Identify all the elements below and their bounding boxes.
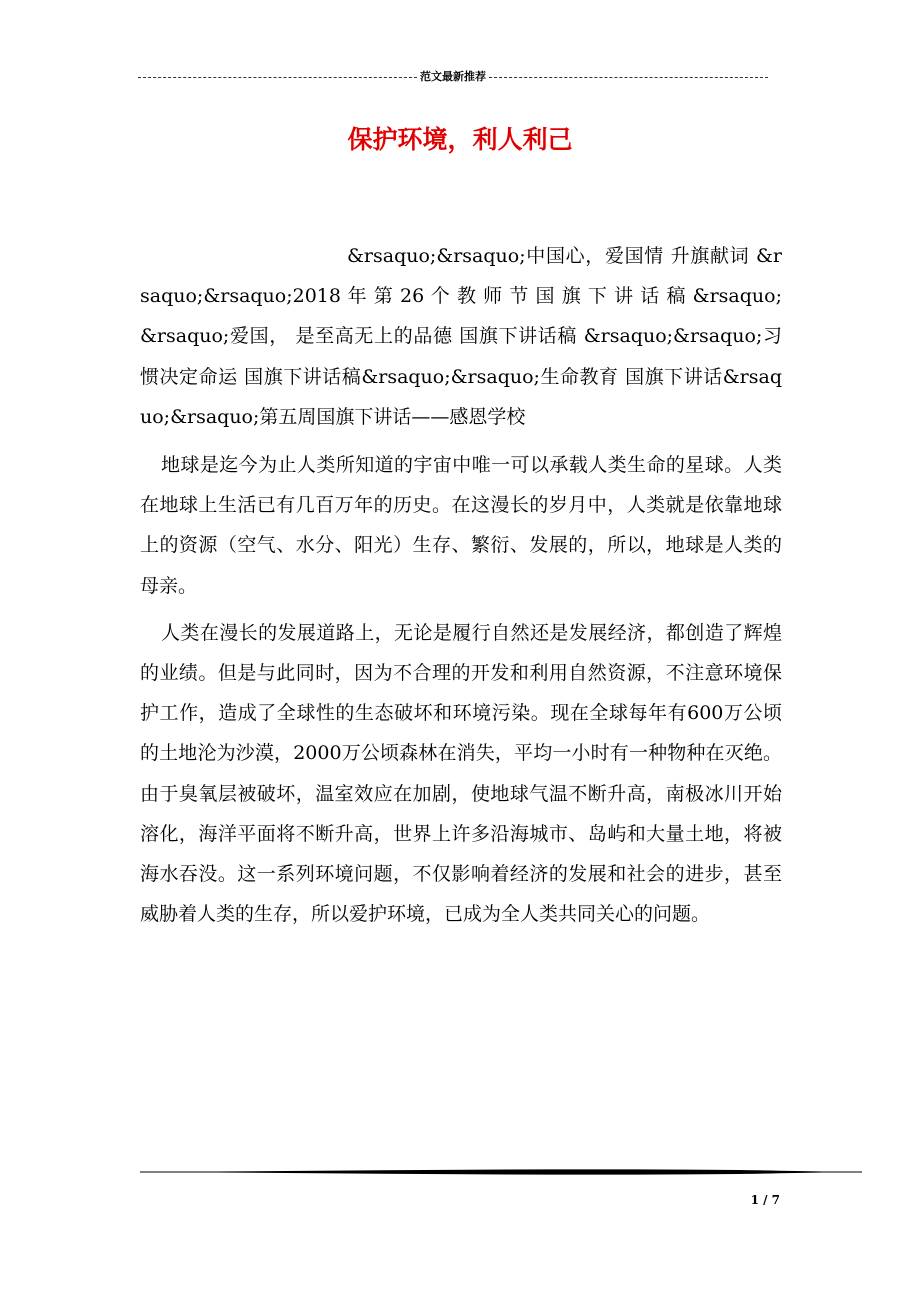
paragraph-1: 地球是迄今为止人类所知道的宇宙中唯一可以承载人类生命的星球。人类在地球上生活已有几百万年的历史。在这漫长的岁月中，人类就是依靠地球上的资源（空气、水分、阳光）生存、繁衍、发展的，所以，地球是人类的母亲。	[140, 454, 782, 597]
document-title: 保护环境，利人利己	[347, 125, 573, 154]
related-links: &rsaquo;&rsaquo;中国心，爱国情 升旗献词 &rsaquo;&rsaquo;2018 年 第 26 个 教 师 节 国 旗 下 讲 话 稿 &rsaquo;&rsaquo;爱国， 是至高无上的品德 国旗下讲话稿 &rsaquo;&rsaquo;习惯决定命运 国旗下讲话稿&rsaquo;&rsaquo;生命教育 国旗下讲话&rsaquo;&rsaquo;第五周国旗下讲话——感恩学校	[140, 245, 782, 428]
footer-divider	[140, 1166, 862, 1178]
header-label: 范文最新推荐	[420, 70, 486, 83]
page-number: 1 / 7	[750, 1193, 780, 1207]
document-body	[140, 236, 782, 941]
paragraph-2: 人类在漫长的发展道路上，无论是履行自然还是发展经济，都创造了辉煌的业绩。但是与此同时，因为不合理的开发和利用自然资源，不注意环境保护工作，造成了全球性的生态破坏和环境污染。现在全球每年有600万公顷的土地沦为沙漠，2000万公顷森林在消失，平均一小时有一种物种在灭绝。由于臭氧层被破坏，温室效应在加剧，使地球气温不断升高，南极冰川开始溶化，海洋平面将不断升高，世界上许多沿海城市、岛屿和大量土地，将被海水吞没。这一系列环境问题，不仅影响着经济的发展和社会的进步，甚至威胁着人类的生存，所以爱护环境，已成为全人类共同关心的问题。	[140, 621, 782, 926]
header-dash-left	[138, 77, 417, 78]
header-dash-right	[489, 77, 768, 78]
header-banner	[138, 69, 768, 85]
